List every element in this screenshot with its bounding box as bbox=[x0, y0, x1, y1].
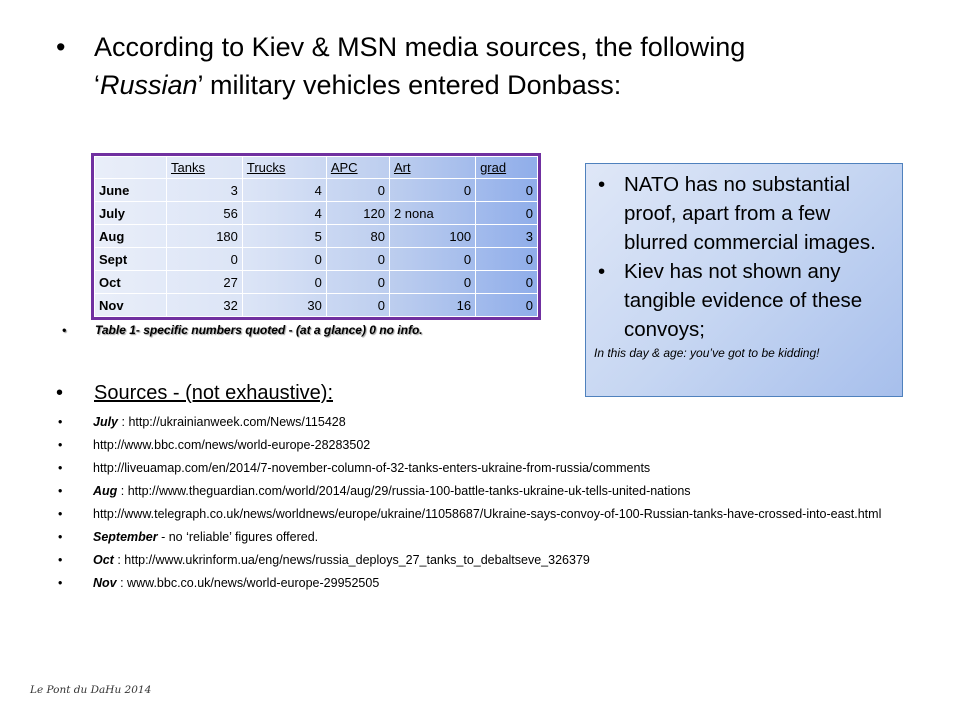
source-month: Aug bbox=[93, 484, 118, 498]
footer-credit: Le Pont du DaHu 2014 bbox=[30, 684, 152, 696]
table-cell: 3 bbox=[476, 225, 538, 248]
source-item bbox=[56, 575, 906, 592]
source-item bbox=[56, 552, 906, 569]
table-cell: 0 bbox=[167, 248, 243, 271]
source-separator: - bbox=[157, 530, 169, 544]
table-cell: 56 bbox=[167, 202, 243, 225]
source-month: July bbox=[93, 415, 119, 429]
source-link-text: http://liveuamap.com/en/2014/7-november-column-of-32-tanks-enters-ukraine-from-russia/comments bbox=[93, 461, 651, 475]
source-item bbox=[56, 460, 906, 477]
table-cell: 0 bbox=[326, 248, 389, 271]
sources-list bbox=[56, 414, 906, 598]
source-item bbox=[56, 483, 906, 500]
table-cell: 120 bbox=[326, 202, 389, 225]
caption-bullet: • bbox=[62, 323, 67, 337]
table-row bbox=[95, 248, 538, 271]
table-cell: 100 bbox=[389, 225, 475, 248]
title-text bbox=[94, 28, 914, 104]
source-separator: : bbox=[118, 415, 129, 429]
table-cell: 0 bbox=[476, 202, 538, 225]
table-cell: 0 bbox=[326, 179, 389, 202]
table-cell: 30 bbox=[242, 294, 326, 317]
table-header-cell: APC bbox=[326, 157, 389, 179]
nato-item: • Kiev has not shown any tangible evidence of these convoys; bbox=[594, 257, 894, 344]
source-item bbox=[56, 506, 906, 523]
table-row-label: Oct bbox=[95, 271, 167, 294]
sources-heading-text: Sources - (not exhaustive): bbox=[94, 382, 333, 404]
vehicle-table-frame bbox=[91, 153, 541, 320]
table-cell: 16 bbox=[389, 294, 475, 317]
vehicle-table bbox=[94, 156, 538, 317]
sources-bullet: • bbox=[56, 382, 64, 404]
sources-heading bbox=[56, 382, 333, 405]
table-row-label: June bbox=[95, 179, 167, 202]
table-cell: 2 nona bbox=[389, 202, 475, 225]
source-item bbox=[56, 437, 906, 454]
table-caption bbox=[62, 323, 423, 337]
table-row bbox=[95, 179, 538, 202]
table-cell: 0 bbox=[326, 271, 389, 294]
table-cell: 4 bbox=[242, 202, 326, 225]
table-row-label: July bbox=[95, 202, 167, 225]
table-cell: 0 bbox=[476, 294, 538, 317]
source-link-text: http://ukrainianweek.com/News/115428 bbox=[128, 415, 346, 429]
source-link-text: http://www.theguardian.com/world/2014/aug/29/russia-100-battle-tanks-ukraine-uk-tells-united-nations bbox=[127, 484, 691, 498]
table-row bbox=[95, 225, 538, 248]
source-separator: : bbox=[116, 576, 128, 590]
table-header-row bbox=[95, 157, 538, 179]
nato-callout-box bbox=[585, 163, 903, 397]
table-row-label: Sept bbox=[95, 248, 167, 271]
table-cell: 0 bbox=[389, 179, 475, 202]
table-cell: 0 bbox=[476, 248, 538, 271]
table-header-cell: Art bbox=[389, 157, 475, 179]
table-cell: 180 bbox=[167, 225, 243, 248]
title-bullet: • bbox=[56, 32, 66, 62]
table-cell: 5 bbox=[242, 225, 326, 248]
table-cell: 32 bbox=[167, 294, 243, 317]
title-line2-pre: ‘ bbox=[94, 70, 100, 100]
source-item bbox=[56, 529, 906, 546]
table-cell: 0 bbox=[242, 248, 326, 271]
table-row bbox=[95, 271, 538, 294]
table-cell: 80 bbox=[326, 225, 389, 248]
table-cell: 0 bbox=[389, 248, 475, 271]
table-row-label: Aug bbox=[95, 225, 167, 248]
table-cell: 0 bbox=[326, 294, 389, 317]
source-separator: : bbox=[113, 553, 125, 567]
caption-text: Table 1- specific numbers quoted - (at a glance) 0 no info. bbox=[95, 323, 423, 337]
source-item bbox=[56, 414, 906, 431]
table-row bbox=[95, 202, 538, 225]
title-line2-italic: Russian bbox=[100, 70, 198, 100]
table-row-label: Nov bbox=[95, 294, 167, 317]
source-month: Nov bbox=[93, 576, 117, 590]
table-cell: 27 bbox=[167, 271, 243, 294]
source-link-text: www.bbc.co.uk/news/world-europe-29952505 bbox=[127, 576, 380, 590]
source-link-text: http://www.telegraph.co.uk/news/worldnews/europe/ukraine/11058687/Ukraine-says-convoy-of-100-Russian-tanks-have-crossed-into-east.html bbox=[93, 507, 882, 521]
table-header-cell: Tanks bbox=[167, 157, 243, 179]
source-link-text: http://www.bbc.com/news/world-europe-28283502 bbox=[93, 438, 371, 452]
table-cell: 0 bbox=[389, 271, 475, 294]
table-corner-cell bbox=[95, 157, 167, 179]
table-cell: 0 bbox=[476, 179, 538, 202]
title-line1: According to Kiev & MSN media sources, the following bbox=[94, 32, 746, 62]
table-cell: 0 bbox=[476, 271, 538, 294]
source-link-text: no ‘reliable’ figures offered. bbox=[168, 530, 319, 544]
source-month: September bbox=[93, 530, 158, 544]
table-header-cell: Trucks bbox=[242, 157, 326, 179]
source-separator: : bbox=[117, 484, 128, 498]
nato-item: • NATO has no substantial proof, apart from a few blurred commercial images. bbox=[594, 170, 894, 257]
table-cell: 0 bbox=[242, 271, 326, 294]
table-header-cell: grad bbox=[476, 157, 538, 179]
table-row bbox=[95, 294, 538, 317]
title-line2-post: ’ military vehicles entered Donbass: bbox=[197, 70, 622, 100]
nato-note: In this day & age: you’ve got to be kidding! bbox=[594, 346, 820, 360]
table-cell: 4 bbox=[242, 179, 326, 202]
source-link-text: http://www.ukrinform.ua/eng/news/russia_deploys_27_tanks_to_debaltseve_326379 bbox=[124, 553, 590, 567]
nato-list bbox=[594, 170, 894, 344]
table-cell: 3 bbox=[167, 179, 243, 202]
source-month: Oct bbox=[93, 553, 114, 567]
